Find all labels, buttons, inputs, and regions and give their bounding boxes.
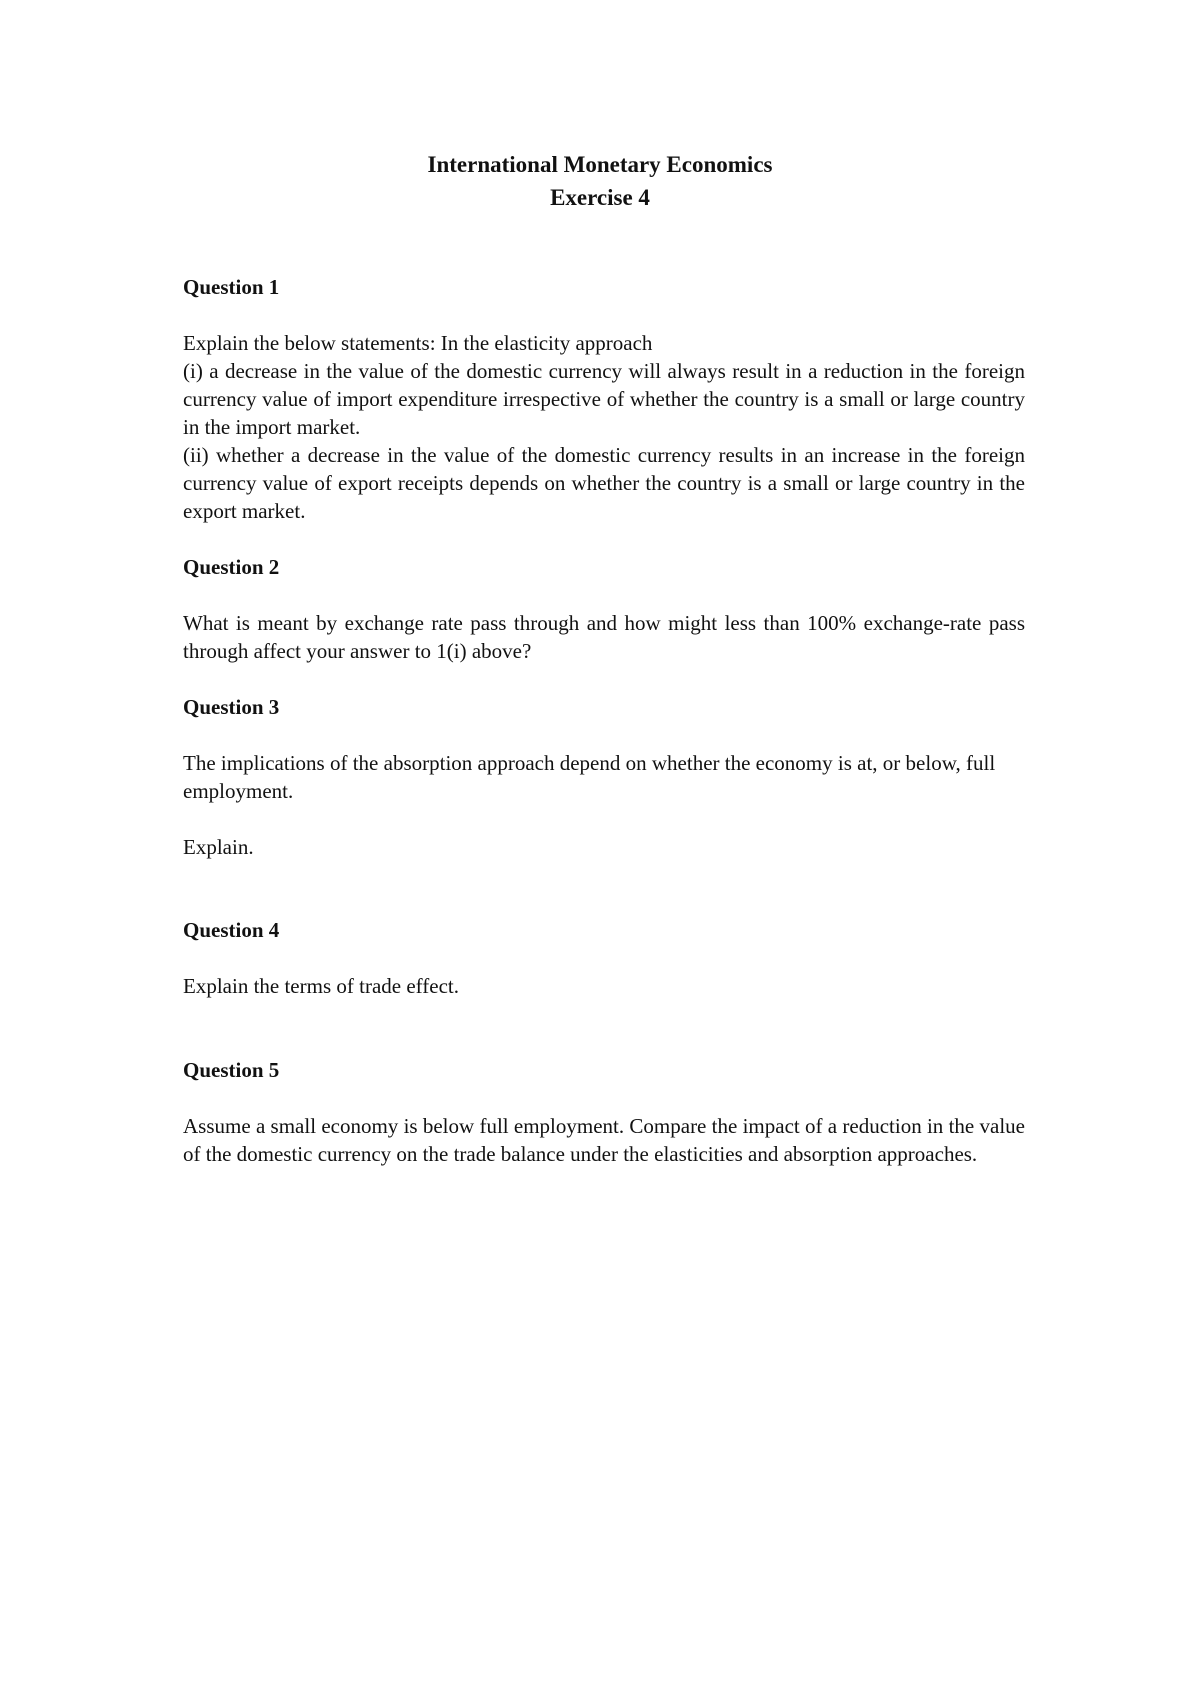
title-block: [0, 148, 1200, 214]
question-1-part-i: (i) a decrease in the value of the domestic currency will always result in a reduction in the foreign currency value of import expenditure irrespective of whether the country is a small or large country in the import market.: [183, 359, 1025, 439]
question-4-body: [183, 972, 1025, 1000]
document-subtitle: Exercise 4: [550, 185, 650, 210]
question-4-text: Explain the terms of trade effect.: [183, 974, 459, 998]
document-title: International Monetary Economics: [427, 152, 773, 177]
question-1-intro: Explain the below statements: In the elasticity approach: [183, 331, 653, 355]
question-3-instruction: Explain.: [183, 835, 254, 859]
question-1-part-ii: (ii) whether a decrease in the value of the domestic currency results in an increase in the foreign currency value of export receipts depends on whether the country is a small or large country in the export market.: [183, 443, 1025, 523]
question-2-text: What is meant by exchange rate pass through and how might less than 100% exchange-rate pass through affect your answer to 1(i) above?: [183, 611, 1025, 663]
question-3-text: The implications of the absorption approach depend on whether the economy is at, or below, full employment.: [183, 751, 996, 803]
question-5-heading: Question 5: [183, 1058, 280, 1082]
question-1-body: [183, 329, 1025, 525]
question-4-heading: Question 4: [183, 918, 280, 942]
question-5-body: [183, 1112, 1025, 1168]
question-3-heading: Question 3: [183, 695, 280, 719]
question-5-text: Assume a small economy is below full employment. Compare the impact of a reduction in the value of the domestic currency on the trade balance under the elasticities and absorption approaches.: [183, 1114, 1025, 1166]
question-3-body: [183, 749, 1025, 861]
question-1-heading: Question 1: [183, 275, 280, 299]
question-2-body: [183, 609, 1025, 665]
question-2-heading: Question 2: [183, 555, 280, 579]
